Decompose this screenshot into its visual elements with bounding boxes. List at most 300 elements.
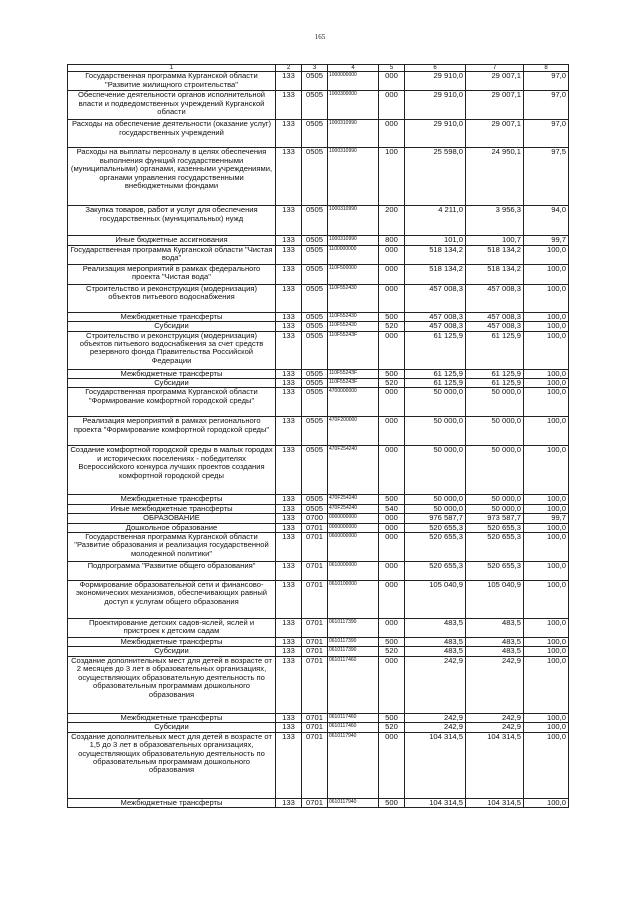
- expense-type-code: 000: [379, 523, 405, 532]
- expense-type-code: 000: [379, 72, 405, 91]
- section-code: 0701: [302, 638, 328, 647]
- ministry-code: 133: [276, 723, 302, 732]
- execution-percent: 100,0: [524, 417, 569, 446]
- target-article-code: 470F254240: [328, 446, 379, 495]
- executed-amount: 457 008,3: [466, 322, 524, 331]
- table-row: [68, 495, 569, 504]
- planned-amount: 457 008,3: [405, 312, 466, 321]
- execution-percent: 94,0: [524, 206, 569, 236]
- section-code: 0505: [302, 369, 328, 378]
- executed-amount: 50 000,0: [466, 417, 524, 446]
- row-name: Подпрограмма "Развитие общего образования": [68, 562, 276, 581]
- planned-amount: 105 040,9: [405, 581, 466, 619]
- execution-percent: 100,0: [524, 379, 569, 388]
- table-row: [68, 91, 569, 120]
- executed-amount: 61 125,9: [466, 379, 524, 388]
- expense-type-code: 520: [379, 379, 405, 388]
- expense-type-code: 100: [379, 148, 405, 206]
- row-name: Иные бюджетные ассигнования: [68, 236, 276, 245]
- section-code: 0505: [302, 417, 328, 446]
- executed-amount: 50 000,0: [466, 446, 524, 495]
- execution-percent: 97,5: [524, 148, 569, 206]
- ministry-code: 133: [276, 331, 302, 369]
- executed-amount: 520 655,3: [466, 562, 524, 581]
- executed-amount: 104 314,5: [466, 798, 524, 807]
- executed-amount: 520 655,3: [466, 533, 524, 562]
- executed-amount: 29 007,1: [466, 72, 524, 91]
- expense-type-code: 500: [379, 798, 405, 807]
- row-name: Субсидии: [68, 647, 276, 656]
- expense-type-code: 000: [379, 120, 405, 148]
- planned-amount: 50 000,0: [405, 446, 466, 495]
- row-name: Государственная программа Курганской области "Развитие жилищного строительства": [68, 72, 276, 91]
- row-name: Иные межбюджетные трансферты: [68, 504, 276, 513]
- expense-type-code: 500: [379, 638, 405, 647]
- table-row: [68, 331, 569, 369]
- row-name: Дошкольное образование: [68, 523, 276, 532]
- expense-type-code: 540: [379, 504, 405, 513]
- ministry-code: 133: [276, 417, 302, 446]
- header-cell: 5: [379, 65, 405, 72]
- table-row: [68, 388, 569, 417]
- ministry-code: 133: [276, 647, 302, 656]
- table-row: [68, 732, 569, 798]
- target-article-code: 0610117460: [328, 656, 379, 713]
- row-name: Обеспечение деятельности органов исполнительной власти и подведомственных учреждений Курганской области: [68, 91, 276, 120]
- row-name: Государственная программа Курганской области "Чистая вода": [68, 245, 276, 264]
- ministry-code: 133: [276, 504, 302, 513]
- ministry-code: 133: [276, 533, 302, 562]
- table-row: [68, 533, 569, 562]
- target-article-code: 0610117390: [328, 619, 379, 638]
- planned-amount: 242,9: [405, 723, 466, 732]
- table-row: [68, 446, 569, 495]
- row-name: Создание дополнительных мест для детей в возрасте от 2 месяцев до 3 лет в образовательных организациях, осуществляющих образовательную деятельность по образовательным программам дошкольного образования: [68, 656, 276, 713]
- executed-amount: 50 000,0: [466, 495, 524, 504]
- execution-percent: 97,0: [524, 120, 569, 148]
- planned-amount: 520 655,3: [405, 562, 466, 581]
- ministry-code: 133: [276, 91, 302, 120]
- table-row: [68, 264, 569, 284]
- header-cell: 7: [466, 65, 524, 72]
- target-article-code: 0610000000: [328, 562, 379, 581]
- execution-percent: 100,0: [524, 264, 569, 284]
- section-code: 0505: [302, 264, 328, 284]
- section-code: 0505: [302, 236, 328, 245]
- table-row: [68, 379, 569, 388]
- execution-percent: 100,0: [524, 732, 569, 798]
- executed-amount: 100,7: [466, 236, 524, 245]
- planned-amount: 457 008,3: [405, 322, 466, 331]
- row-name: Межбюджетные трансферты: [68, 638, 276, 647]
- expense-type-code: 500: [379, 369, 405, 378]
- ministry-code: 133: [276, 322, 302, 331]
- execution-percent: 100,0: [524, 523, 569, 532]
- ministry-code: 133: [276, 581, 302, 619]
- ministry-code: 133: [276, 206, 302, 236]
- planned-amount: 4 211,0: [405, 206, 466, 236]
- execution-percent: 100,0: [524, 581, 569, 619]
- section-code: 0701: [302, 656, 328, 713]
- section-code: 0505: [302, 72, 328, 91]
- ministry-code: 133: [276, 523, 302, 532]
- header-cell: 6: [405, 65, 466, 72]
- row-name: Государственная программа Курганской области "Развитие образования и реализация государственной молодежной политики": [68, 533, 276, 562]
- row-name: Межбюджетные трансферты: [68, 713, 276, 722]
- header-row: [68, 65, 569, 72]
- section-code: 0700: [302, 514, 328, 523]
- target-article-code: 110F552430: [328, 312, 379, 321]
- planned-amount: 50 000,0: [405, 495, 466, 504]
- execution-percent: 100,0: [524, 331, 569, 369]
- executed-amount: 518 134,2: [466, 264, 524, 284]
- ministry-code: 133: [276, 619, 302, 638]
- section-code: 0505: [302, 312, 328, 321]
- planned-amount: 104 314,5: [405, 732, 466, 798]
- section-code: 0701: [302, 647, 328, 656]
- row-name: Реализация мероприятий в рамках регионального проекта "Формирование комфортной городской среды": [68, 417, 276, 446]
- target-article-code: 1000310990: [328, 206, 379, 236]
- target-article-code: 470F200000: [328, 417, 379, 446]
- ministry-code: 133: [276, 638, 302, 647]
- expense-type-code: 000: [379, 581, 405, 619]
- table-row: [68, 798, 569, 807]
- target-article-code: 0610117390: [328, 638, 379, 647]
- expense-type-code: 000: [379, 264, 405, 284]
- execution-percent: 100,0: [524, 388, 569, 417]
- ministry-code: 133: [276, 495, 302, 504]
- execution-percent: 100,0: [524, 322, 569, 331]
- expense-type-code: 000: [379, 388, 405, 417]
- executed-amount: 483,5: [466, 638, 524, 647]
- executed-amount: 61 125,9: [466, 331, 524, 369]
- expense-type-code: 000: [379, 331, 405, 369]
- table-row: [68, 284, 569, 312]
- planned-amount: 242,9: [405, 713, 466, 722]
- target-article-code: 0600000000: [328, 533, 379, 562]
- table-row: [68, 656, 569, 713]
- execution-percent: 100,0: [524, 446, 569, 495]
- section-code: 0505: [302, 388, 328, 417]
- planned-amount: 29 910,0: [405, 120, 466, 148]
- planned-amount: 29 910,0: [405, 91, 466, 120]
- section-code: 0701: [302, 523, 328, 532]
- expense-type-code: 000: [379, 514, 405, 523]
- target-article-code: 0610117940: [328, 798, 379, 807]
- table-row: [68, 713, 569, 722]
- executed-amount: 242,9: [466, 656, 524, 713]
- row-name: Реализация мероприятий в рамках федерального проекта "Чистая вода": [68, 264, 276, 284]
- ministry-code: 133: [276, 713, 302, 722]
- table-row: [68, 647, 569, 656]
- planned-amount: 50 000,0: [405, 504, 466, 513]
- planned-amount: 518 134,2: [405, 264, 466, 284]
- header-cell: 3: [302, 65, 328, 72]
- target-article-code: 1000300000: [328, 91, 379, 120]
- execution-percent: 100,0: [524, 638, 569, 647]
- expense-type-code: 000: [379, 533, 405, 562]
- planned-amount: 483,5: [405, 647, 466, 656]
- row-name: Межбюджетные трансферты: [68, 495, 276, 504]
- target-article-code: 1000310990: [328, 120, 379, 148]
- table-body: [68, 72, 569, 808]
- ministry-code: 133: [276, 236, 302, 245]
- expense-type-code: 000: [379, 284, 405, 312]
- ministry-code: 133: [276, 732, 302, 798]
- ministry-code: 133: [276, 72, 302, 91]
- execution-percent: 100,0: [524, 495, 569, 504]
- ministry-code: 133: [276, 245, 302, 264]
- section-code: 0701: [302, 713, 328, 722]
- expense-type-code: 200: [379, 206, 405, 236]
- ministry-code: 133: [276, 514, 302, 523]
- planned-amount: 29 910,0: [405, 72, 466, 91]
- expense-type-code: 000: [379, 446, 405, 495]
- row-name: Расходы на выплаты персоналу в целях обеспечения выполнения функций государственными (муниципальными) органами, казенными учреждениями, органами управления государственными внебюджетными фондами: [68, 148, 276, 206]
- planned-amount: 520 655,3: [405, 523, 466, 532]
- section-code: 0505: [302, 331, 328, 369]
- expense-type-code: 000: [379, 245, 405, 264]
- section-code: 0505: [302, 284, 328, 312]
- table-row: [68, 562, 569, 581]
- executed-amount: 104 314,5: [466, 732, 524, 798]
- target-article-code: 0000000000: [328, 523, 379, 532]
- target-article-code: 110F552430: [328, 322, 379, 331]
- section-code: 0701: [302, 732, 328, 798]
- executed-amount: 29 007,1: [466, 91, 524, 120]
- executed-amount: 457 008,3: [466, 284, 524, 312]
- planned-amount: 104 314,5: [405, 798, 466, 807]
- target-article-code: 0610117460: [328, 723, 379, 732]
- ministry-code: 133: [276, 369, 302, 378]
- planned-amount: 976 587,7: [405, 514, 466, 523]
- execution-percent: 100,0: [524, 656, 569, 713]
- row-name: Межбюджетные трансферты: [68, 798, 276, 807]
- executed-amount: 3 956,3: [466, 206, 524, 236]
- row-name: Расходы на обеспечение деятельности (оказание услуг) государственных учреждений: [68, 120, 276, 148]
- table-row: [68, 245, 569, 264]
- execution-percent: 99,7: [524, 236, 569, 245]
- section-code: 0505: [302, 206, 328, 236]
- planned-amount: 50 000,0: [405, 417, 466, 446]
- target-article-code: 0000000000: [328, 514, 379, 523]
- target-article-code: 110F500000: [328, 264, 379, 284]
- executed-amount: 29 007,1: [466, 120, 524, 148]
- row-name: Межбюджетные трансферты: [68, 312, 276, 321]
- section-code: 0505: [302, 120, 328, 148]
- section-code: 0505: [302, 91, 328, 120]
- execution-percent: 97,0: [524, 91, 569, 120]
- executed-amount: 242,9: [466, 713, 524, 722]
- table-row: [68, 322, 569, 331]
- row-name: Проектирование детских садов-яслей, яслей и пристроек к детским садам: [68, 619, 276, 638]
- target-article-code: 1000310990: [328, 148, 379, 206]
- executed-amount: 50 000,0: [466, 388, 524, 417]
- executed-amount: 483,5: [466, 647, 524, 656]
- execution-percent: 99,7: [524, 514, 569, 523]
- target-article-code: 1000310990: [328, 236, 379, 245]
- header-cell: 2: [276, 65, 302, 72]
- table-row: [68, 514, 569, 523]
- table-row: [68, 504, 569, 513]
- header-cell: 8: [524, 65, 569, 72]
- execution-percent: 97,0: [524, 72, 569, 91]
- table-row: [68, 72, 569, 91]
- target-article-code: 0610117940: [328, 732, 379, 798]
- target-article-code: 470F254240: [328, 495, 379, 504]
- expense-type-code: 520: [379, 723, 405, 732]
- executed-amount: 24 950,1: [466, 148, 524, 206]
- planned-amount: 520 655,3: [405, 533, 466, 562]
- executed-amount: 457 008,3: [466, 312, 524, 321]
- header-cell: 1: [68, 65, 276, 72]
- header-cell: 4: [328, 65, 379, 72]
- execution-percent: 100,0: [524, 647, 569, 656]
- planned-amount: 61 125,9: [405, 369, 466, 378]
- executed-amount: 105 040,9: [466, 581, 524, 619]
- table-row: [68, 723, 569, 732]
- ministry-code: 133: [276, 264, 302, 284]
- table-row: [68, 369, 569, 378]
- target-article-code: 110F552430: [328, 284, 379, 312]
- expense-type-code: 500: [379, 495, 405, 504]
- ministry-code: 133: [276, 562, 302, 581]
- planned-amount: 61 125,9: [405, 379, 466, 388]
- target-article-code: 1100000000: [328, 245, 379, 264]
- target-article-code: 4700000000: [328, 388, 379, 417]
- execution-percent: 100,0: [524, 562, 569, 581]
- target-article-code: 110F5524ЗF: [328, 379, 379, 388]
- row-name: Межбюджетные трансферты: [68, 369, 276, 378]
- table-row: [68, 417, 569, 446]
- planned-amount: 25 598,0: [405, 148, 466, 206]
- section-code: 0505: [302, 446, 328, 495]
- planned-amount: 518 134,2: [405, 245, 466, 264]
- row-name: Создание дополнительных мест для детей в возрасте от 1,5 до 3 лет в образовательных организациях, осуществляющих образовательную деятельность по образовательным программам дошкольного образования: [68, 732, 276, 798]
- execution-percent: 100,0: [524, 369, 569, 378]
- row-name: Создание комфортной городской среды в малых городах и исторических поселениях - победителях Всероссийского конкурса лучших проектов создания комфортной городской среды: [68, 446, 276, 495]
- planned-amount: 101,0: [405, 236, 466, 245]
- table-row: [68, 638, 569, 647]
- execution-percent: 100,0: [524, 713, 569, 722]
- table-row: [68, 120, 569, 148]
- section-code: 0701: [302, 619, 328, 638]
- execution-percent: 100,0: [524, 312, 569, 321]
- ministry-code: 133: [276, 446, 302, 495]
- row-name: ОБРАЗОВАНИЕ: [68, 514, 276, 523]
- ministry-code: 133: [276, 388, 302, 417]
- section-code: 0505: [302, 148, 328, 206]
- row-name: Строительство и реконструкция (модернизация) объектов питьевого водоснабжения: [68, 284, 276, 312]
- planned-amount: 483,5: [405, 638, 466, 647]
- ministry-code: 133: [276, 312, 302, 321]
- table-row: [68, 581, 569, 619]
- planned-amount: 242,9: [405, 656, 466, 713]
- planned-amount: 61 125,9: [405, 331, 466, 369]
- executed-amount: 61 125,9: [466, 369, 524, 378]
- execution-percent: 100,0: [524, 284, 569, 312]
- expense-type-code: 520: [379, 647, 405, 656]
- page-number: 165: [314, 33, 326, 41]
- ministry-code: 133: [276, 379, 302, 388]
- section-code: 0505: [302, 495, 328, 504]
- table-row: [68, 148, 569, 206]
- table-row: [68, 206, 569, 236]
- ministry-code: 133: [276, 148, 302, 206]
- section-code: 0505: [302, 322, 328, 331]
- row-name: Государственная программа Курганской области "Формирование комфортной городской среды": [68, 388, 276, 417]
- row-name: Строительство и реконструкция (модернизация) объектов питьевого водоснабжения за счет средств резервного фонда Правительства Российской Федерации: [68, 331, 276, 369]
- execution-percent: 100,0: [524, 533, 569, 562]
- target-article-code: 110F5524ЗF: [328, 369, 379, 378]
- execution-percent: 100,0: [524, 245, 569, 264]
- target-article-code: 0610117390: [328, 647, 379, 656]
- target-article-code: 110F5524ЗF: [328, 331, 379, 369]
- section-code: 0505: [302, 245, 328, 264]
- table-row: [68, 523, 569, 532]
- target-article-code: 0610117460: [328, 713, 379, 722]
- section-code: 0505: [302, 379, 328, 388]
- execution-percent: 100,0: [524, 798, 569, 807]
- ministry-code: 133: [276, 284, 302, 312]
- executed-amount: 520 655,3: [466, 523, 524, 532]
- row-name: Субсидии: [68, 379, 276, 388]
- executed-amount: 483,5: [466, 619, 524, 638]
- expense-type-code: 520: [379, 322, 405, 331]
- section-code: 0701: [302, 562, 328, 581]
- row-name: Формирование образовательной сети и финансово-экономических механизмов, обеспечивающих равный доступ к услугам общего образования: [68, 581, 276, 619]
- table-row: [68, 312, 569, 321]
- executed-amount: 518 134,2: [466, 245, 524, 264]
- section-code: 0701: [302, 723, 328, 732]
- budget-table: [67, 64, 569, 808]
- planned-amount: 483,5: [405, 619, 466, 638]
- section-code: 0701: [302, 798, 328, 807]
- expense-type-code: 000: [379, 619, 405, 638]
- execution-percent: 100,0: [524, 504, 569, 513]
- execution-percent: 100,0: [524, 619, 569, 638]
- expense-type-code: 000: [379, 656, 405, 713]
- ministry-code: 133: [276, 656, 302, 713]
- executed-amount: 973 587,7: [466, 514, 524, 523]
- expense-type-code: 500: [379, 713, 405, 722]
- target-article-code: 470F254240: [328, 504, 379, 513]
- section-code: 0505: [302, 504, 328, 513]
- ministry-code: 133: [276, 798, 302, 807]
- target-article-code: 0610100000: [328, 581, 379, 619]
- table-row: [68, 619, 569, 638]
- expense-type-code: 000: [379, 732, 405, 798]
- expense-type-code: 800: [379, 236, 405, 245]
- target-article-code: 1000000000: [328, 72, 379, 91]
- executed-amount: 242,9: [466, 723, 524, 732]
- row-name: Субсидии: [68, 723, 276, 732]
- section-code: 0701: [302, 533, 328, 562]
- section-code: 0701: [302, 581, 328, 619]
- table-row: [68, 236, 569, 245]
- ministry-code: 133: [276, 120, 302, 148]
- expense-type-code: 000: [379, 91, 405, 120]
- planned-amount: 457 008,3: [405, 284, 466, 312]
- planned-amount: 50 000,0: [405, 388, 466, 417]
- executed-amount: 50 000,0: [466, 504, 524, 513]
- expense-type-code: 000: [379, 562, 405, 581]
- expense-type-code: 500: [379, 312, 405, 321]
- row-name: Закупка товаров, работ и услуг для обеспечения государственных (муниципальных) нужд: [68, 206, 276, 236]
- execution-percent: 100,0: [524, 723, 569, 732]
- expense-type-code: 000: [379, 417, 405, 446]
- row-name: Субсидии: [68, 322, 276, 331]
